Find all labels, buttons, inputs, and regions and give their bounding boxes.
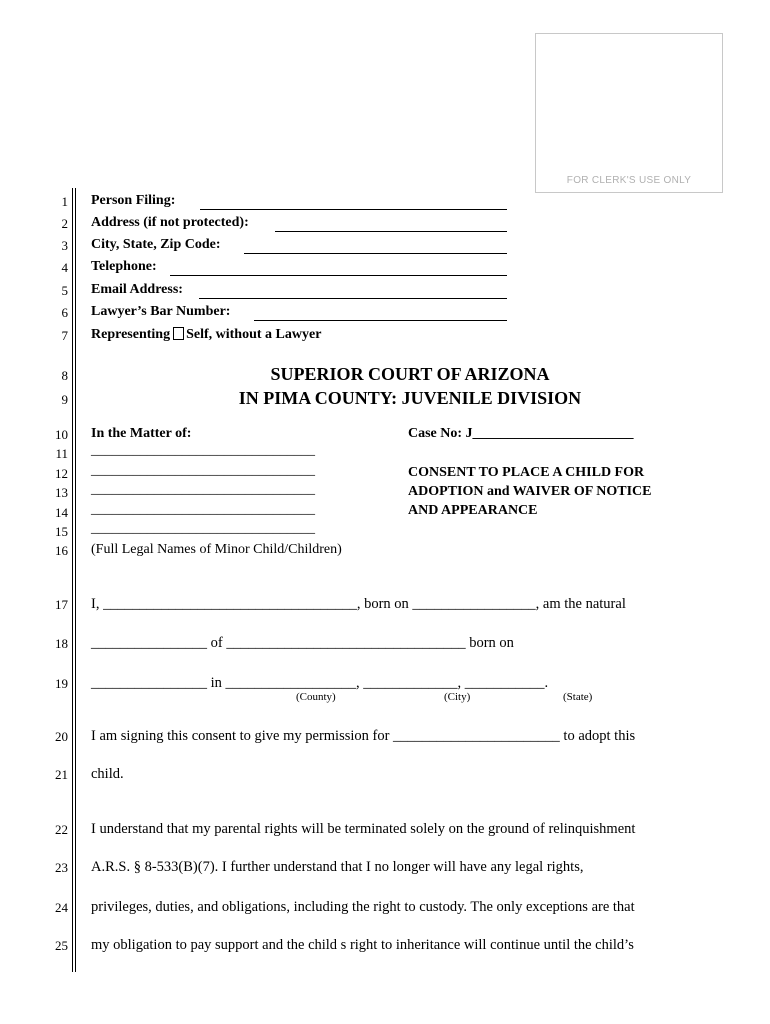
child-name-line[interactable]: ________________________________ <box>91 482 315 497</box>
case-number-field[interactable]: Case No: J_______________________ <box>408 426 634 441</box>
body-line-19: ________________ in __________________, _____________, ___________. <box>91 675 549 691</box>
email-label: Email Address: <box>91 282 183 297</box>
court-division: IN PIMA COUNTY: JUVENILE DIVISION <box>238 388 582 408</box>
line-number: 12 <box>55 466 68 481</box>
self-representation-checkbox[interactable] <box>173 327 184 340</box>
county-label: (County) <box>296 691 336 703</box>
line-number: 17 <box>55 597 68 612</box>
line-number: 7 <box>61 328 68 343</box>
line-number: 19 <box>55 676 68 691</box>
person-filing-label: Person Filing: <box>91 193 176 208</box>
address-field[interactable] <box>275 231 507 232</box>
line-number: 4 <box>61 260 68 275</box>
clerk-use-box <box>535 33 723 193</box>
representing-label: Representing <box>91 327 171 342</box>
line-number: 25 <box>55 938 68 953</box>
line-number: 8 <box>61 368 68 383</box>
email-field[interactable] <box>199 298 507 299</box>
line-number: 16 <box>55 543 68 558</box>
line-number: 13 <box>55 485 68 500</box>
city-state-zip-field[interactable] <box>244 253 507 254</box>
line-number: 20 <box>55 729 68 744</box>
line-number: 5 <box>61 283 68 298</box>
body-line-20: I am signing this consent to give my permission for _______________________ to adopt this <box>91 728 636 744</box>
line-number: 11 <box>55 446 68 461</box>
person-filing-field[interactable] <box>200 209 507 210</box>
body-line-24: privileges, duties, and obligations, including the right to custody. The only exceptions are that <box>91 899 635 915</box>
court-title: SUPERIOR COURT OF ARIZONA <box>270 364 550 384</box>
line-number: 22 <box>55 822 68 837</box>
representing-option-label: Self, without a Lawyer <box>186 327 322 342</box>
child-name-line[interactable]: ________________________________ <box>91 463 315 478</box>
line-number: 18 <box>55 636 68 651</box>
address-label: Address (if not protected): <box>91 215 249 230</box>
document-title-line-3: AND APPEARANCE <box>408 503 538 518</box>
line-number: 24 <box>55 900 68 915</box>
clerk-use-label: FOR CLERK'S USE ONLY <box>566 175 692 186</box>
telephone-field[interactable] <box>170 275 507 276</box>
body-line-17: I, ___________________________________, born on _________________, am the natural <box>91 596 626 612</box>
line-number: 2 <box>61 216 68 231</box>
bar-number-field[interactable] <box>254 320 507 321</box>
line-number: 9 <box>61 392 68 407</box>
city-state-zip-label: City, State, Zip Code: <box>91 237 221 252</box>
line-number: 1 <box>61 194 68 209</box>
line-number: 15 <box>55 524 68 539</box>
representing-row <box>91 327 321 343</box>
margin-rule-right <box>75 188 76 972</box>
child-name-line[interactable]: ________________________________ <box>91 521 315 536</box>
line-number: 3 <box>61 238 68 253</box>
bar-number-label: Lawyer’s Bar Number: <box>91 304 231 319</box>
line-number: 6 <box>61 305 68 320</box>
child-name-line[interactable]: ________________________________ <box>91 443 315 458</box>
state-label: (State) <box>563 691 593 703</box>
document-title-line-2: ADOPTION and WAIVER OF NOTICE <box>408 484 652 499</box>
city-label: (City) <box>444 691 471 703</box>
line-number: 10 <box>55 427 68 442</box>
body-line-21: child. <box>91 766 124 782</box>
body-line-22: I understand that my parental rights will be terminated solely on the ground of relinquishment <box>91 821 636 837</box>
document-title-line-1: CONSENT TO PLACE A CHILD FOR <box>408 465 645 480</box>
child-names-note: (Full Legal Names of Minor Child/Children) <box>91 542 342 557</box>
body-line-18: ________________ of _________________________________ born on <box>91 635 514 651</box>
body-line-23: A.R.S. § 8-533(B)(7). I further understand that I no longer will have any legal rights, <box>91 859 584 875</box>
line-number: 21 <box>55 767 68 782</box>
body-line-25: my obligation to pay support and the child s right to inheritance will continue until the child’s <box>91 937 634 953</box>
telephone-label: Telephone: <box>91 259 157 274</box>
margin-rule-left <box>72 188 73 972</box>
line-number: 23 <box>55 860 68 875</box>
line-number: 14 <box>55 505 68 520</box>
in-matter-of-label: In the Matter of: <box>91 426 192 441</box>
child-name-line[interactable]: ________________________________ <box>91 502 315 517</box>
